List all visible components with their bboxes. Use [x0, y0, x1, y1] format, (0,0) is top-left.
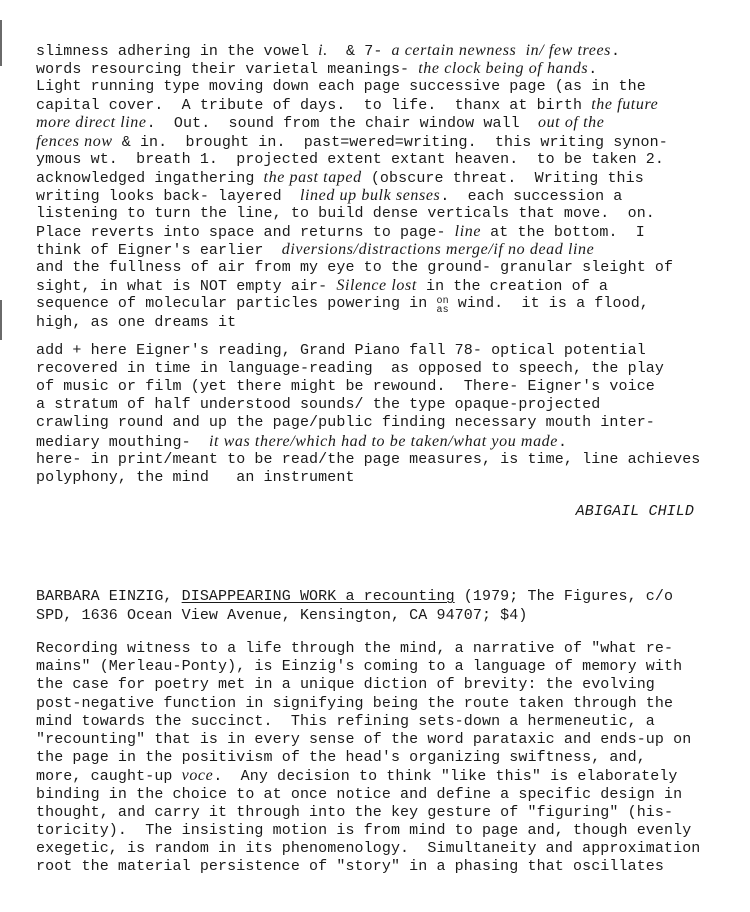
italic-phrase: out of the	[537, 114, 605, 132]
italic-phrase: the future	[591, 96, 659, 114]
text-line: think of Eigner's earlier diversions/distractions merge/if no dead line	[36, 241, 595, 260]
italic-phrase: i.	[318, 42, 328, 59]
italic-phrase: voce	[181, 767, 214, 785]
text-line: and the fullness of air from my eye to the ground- granular sleight of	[36, 259, 674, 277]
text-line: the page in the positivism of the head's organizing swiftness, and,	[36, 749, 646, 767]
text-line: more direct line. Out. sound from the chair window wall out of the	[36, 114, 605, 133]
text-line: fences now & in. brought in. past=wered=writing. this writing synon-	[36, 132, 668, 151]
italic-phrase: the past taped	[263, 168, 362, 186]
text-line: thought, and carry it through into the key gesture of "figuring" (his-	[36, 803, 674, 821]
text-line: a stratum of half understood sounds/ the type opaque-projected	[36, 396, 601, 414]
stacked-words: on as	[436, 296, 449, 317]
text-line: sight, in what is NOT empty air- Silence lost in the creation of a	[36, 277, 609, 296]
text-line: capital cover. A tribute of days. to life. thanx at birth the future	[36, 96, 659, 115]
italic-phrase: diversions/distractions merge/if no dead line	[281, 241, 595, 259]
text-line: mediary mouthing- it was there/which had to be taken/what you made.	[36, 432, 568, 451]
text-line: "recounting" that is in every sense of the word parataxic and ends-up on	[36, 731, 692, 748]
italic-phrase: Silence lost	[336, 277, 417, 295]
text-line: sequence of molecular particles powering in on as wind. it is a flood,	[36, 295, 649, 317]
text-line: listening to turn the line, to build dense verticals that move. on.	[36, 204, 655, 222]
text-line: writing looks back- layered lined up bulk senses. each succession a	[36, 186, 623, 205]
text-line: mind towards the succinct. This refining sets-down a hermeneutic, a	[36, 712, 655, 730]
text-line: acknowledged ingathering the past taped (obscure threat. Writing this	[36, 168, 644, 187]
left-page-edge-mark	[0, 300, 2, 340]
text-line: BARBARA EINZIG, DISAPPEARING WORK a recounting (1979; The Figures, c/o	[36, 588, 674, 605]
text-line: binding in the choice to at once notice and define a specific design in	[36, 785, 683, 803]
text-line: toricity). The insisting motion is from mind to page and, though evenly	[36, 822, 692, 839]
text-line: slimness adhering in the vowel i. & 7- a certain newness in/ few trees.	[36, 42, 621, 60]
text-line: words resourcing their varietal meanings- the clock being of hands.	[36, 60, 598, 79]
text-line: Light running type moving down each page successive page (as in the	[36, 78, 646, 96]
text-line: Recording witness to a life through the mind, a narrative of "what re-	[36, 640, 674, 657]
signature-abigail-child: ABIGAIL CHILD	[575, 503, 694, 520]
text-line: polyphony, the mind an instrument	[36, 468, 355, 486]
text-line: exegetic, is random in its phenomenology. Simultaneity and approximation	[36, 840, 701, 858]
text-line: add + here Eigner's reading, Grand Piano fall 78- optical potential	[36, 342, 646, 359]
italic-phrase: lined up bulk senses	[299, 186, 441, 204]
text-line: mains" (Merleau-Ponty), is Einzig's coming to a language of memory with	[36, 658, 683, 676]
text-line: ymous wt. breath 1. projected extent extant heaven. to be taken 2.	[36, 150, 665, 168]
italic-phrase: it was there/which had to be taken/what you made	[208, 432, 558, 450]
italic-phrase: more direct line	[36, 114, 147, 132]
text-line: recovered in time in language-reading as opposed to speech, the play	[36, 360, 665, 378]
text-line: crawling round and up the page/public finding necessary mouth inter-	[36, 414, 655, 432]
italic-phrase: a certain newness in/ few trees	[391, 42, 611, 59]
text-line: of music or film (yet there might be rewound. There- Eigner's voice	[36, 378, 655, 396]
text-line: root the material persistence of "story" in a phasing that oscillates	[36, 858, 665, 876]
book-title: DISAPPEARING WORK a recounting	[181, 588, 455, 605]
text-line: Place reverts into space and returns to page- line at the bottom. I	[36, 223, 645, 241]
text-line: SPD, 1636 Ocean View Avenue, Kensington, CA 94707; $4)	[36, 607, 528, 624]
left-page-edge-mark	[0, 20, 2, 66]
text-line: post-negative function in signifying being the route taken through the	[36, 694, 674, 712]
text-line: the case for poetry met in a unique diction of brevity: the evolving	[36, 676, 655, 694]
italic-phrase: the clock being of hands	[418, 60, 589, 78]
text-line: here- in print/meant to be read/the page measures, is time, line achieves	[36, 450, 701, 468]
text-line: high, as one dreams it	[36, 313, 237, 331]
italic-phrase: fences now	[36, 132, 113, 150]
italic-phrase: line	[454, 223, 482, 240]
text-line: more, caught-up voce. Any decision to think "like this" is elaborately	[36, 767, 678, 786]
